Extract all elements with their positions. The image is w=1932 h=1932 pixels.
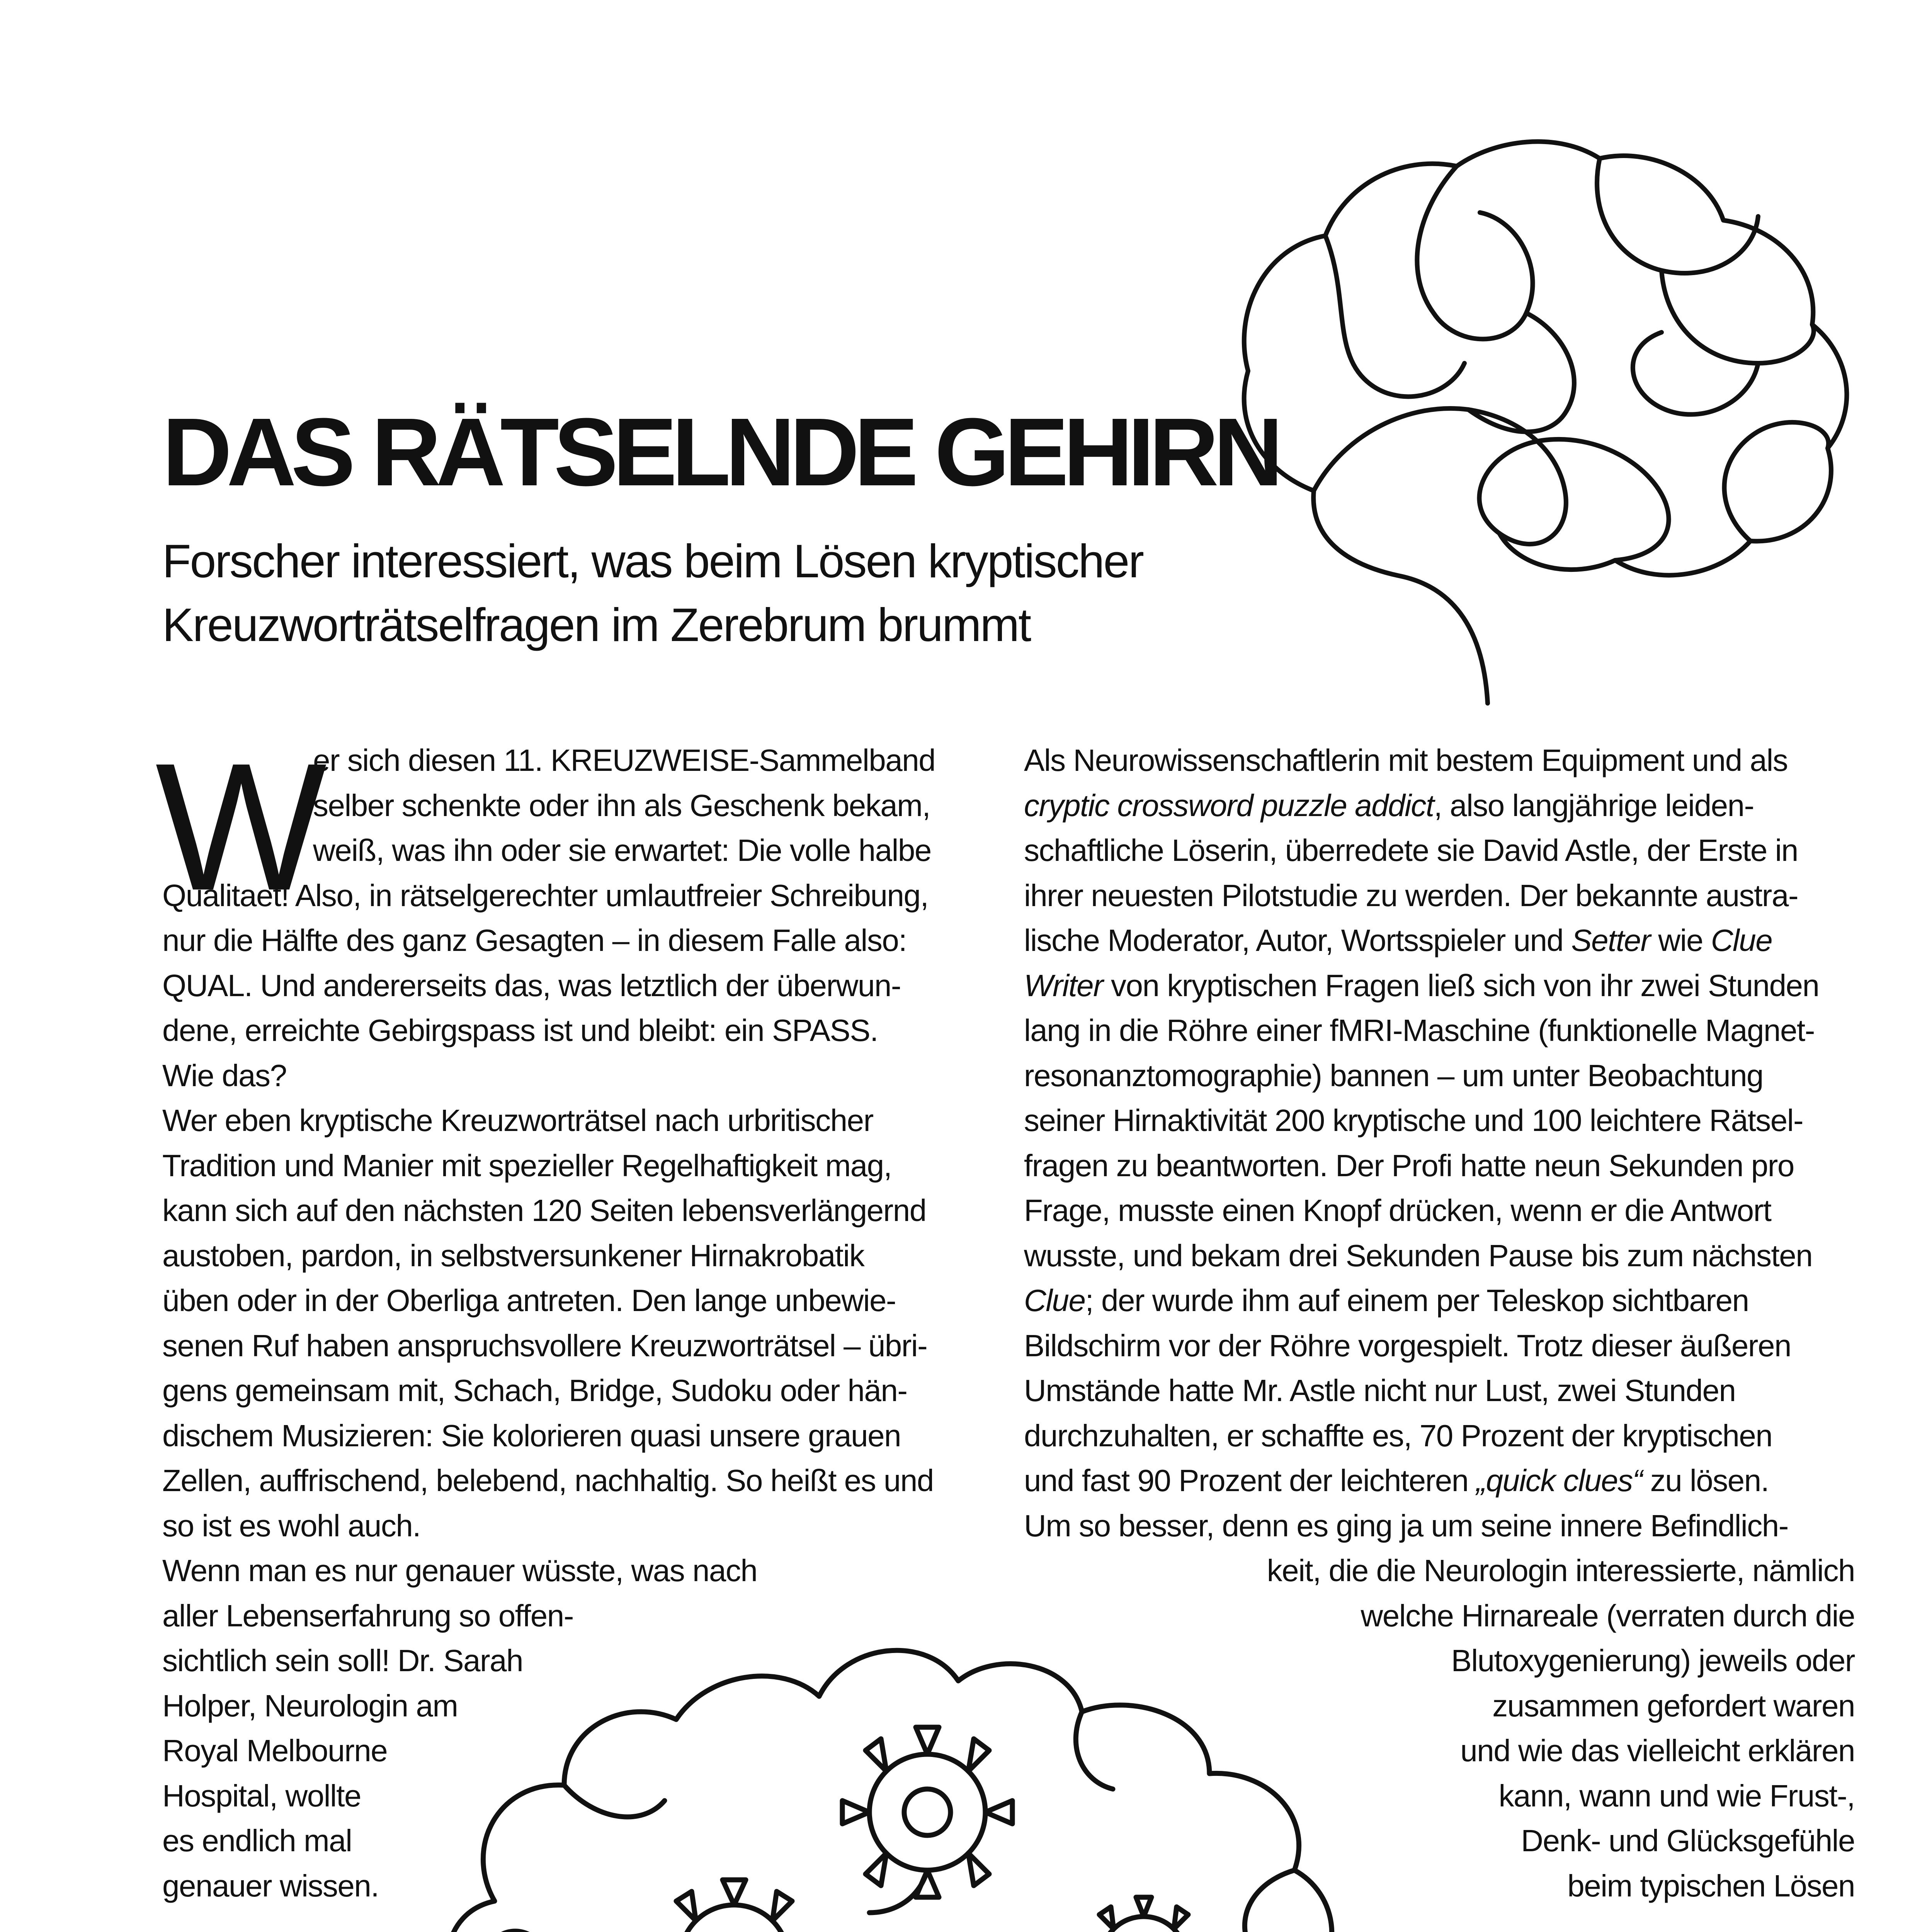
text-line: beim typischen Lösen	[1567, 1868, 1855, 1903]
text-line: Zellen, auffrischend, belebend, nachhaltig. So heißt es und	[162, 1463, 934, 1498]
text-line: Als Neurowissenschaftlerin mit bestem Equipment und als	[1024, 743, 1788, 777]
text-line: und wie das vielleicht erklären	[1460, 1733, 1855, 1768]
text-line: er sich diesen 11. KREUZWEISE-Sammelband	[313, 743, 935, 777]
italic-term: „quick clues“	[1476, 1463, 1642, 1498]
text-line: austoben, pardon, in selbstversunkener Hirnakrobatik	[162, 1238, 864, 1273]
text-line: Tradition und Manier mit spezieller Regelhaftigkeit mag,	[162, 1148, 892, 1183]
text-line: aller Lebenserfahrung so offen-	[162, 1598, 573, 1633]
page-title: DAS RÄTSELNDE GEHIRN	[162, 398, 1278, 506]
text-line: selber schenkte oder ihn als Geschenk bekam,	[313, 788, 930, 823]
text-line: schaftliche Löserin, überredete sie David Astle, der Erste in	[1024, 833, 1798, 867]
text-line: ihrer neuesten Pilotstudie zu werden. Der bekannte austra-	[1024, 878, 1798, 913]
text-line: kann, wann und wie Frust-,	[1498, 1778, 1855, 1813]
italic-term: cryptic crossword puzzle addict	[1024, 788, 1434, 823]
text-line: Qualitaet! Also, in rätselgerechter umlautfreier Schreibung,	[162, 878, 929, 913]
italic-term: Clue	[1711, 923, 1772, 957]
text-line: Um so besser, denn es ging ja um seine innere Befindlich-	[1024, 1508, 1788, 1543]
italic-term: Writer	[1024, 968, 1103, 1003]
text-line: Holper, Neurologin am	[162, 1688, 458, 1723]
text-line: sichtlich sein soll! Dr. Sarah	[162, 1643, 523, 1678]
text-line: Wie das?	[162, 1058, 287, 1093]
gear-icon	[1082, 1897, 1206, 1932]
text-line: üben oder in der Oberliga antreten. Den lange unbewie-	[162, 1283, 896, 1318]
text-line: Wenn man es nur genauer wüsste, was nach	[162, 1553, 757, 1588]
text-line: Umstände hatte Mr. Astle nicht nur Lust, zwei Stunden	[1024, 1373, 1736, 1408]
brain-tree-with-gears-icon	[348, 1565, 1584, 1932]
text-line: Wer eben kryptische Kreuzworträtsel nach urbritischer	[162, 1103, 873, 1138]
text-line: lang in die Röhre einer fMRI-Maschine (funktionelle Magnet-	[1024, 1013, 1815, 1048]
text-line: weiß, was ihn oder sie erwartet: Die volle halbe	[313, 833, 931, 867]
text-line: zusammen gefordert waren	[1492, 1688, 1855, 1723]
text-line: welche Hirnareale (verraten durch die	[1361, 1598, 1855, 1633]
drop-cap: W	[155, 725, 323, 928]
text-line: nur die Hälfte des ganz Gesagten – in diesem Falle also:	[162, 923, 907, 957]
text-line: senen Ruf haben anspruchsvollere Kreuzworträtsel – übri-	[162, 1328, 927, 1363]
text-line: resonanztomographie) bannen – um unter Beobachtung	[1024, 1058, 1764, 1093]
text-line: Clue; der wurde ihm auf einem per Teleskop sichtbaren	[1024, 1283, 1749, 1318]
text-line: Royal Melbourne	[162, 1733, 388, 1768]
text-line: durchzuhalten, er schaffte es, 70 Prozent der kryptischen	[1024, 1418, 1772, 1453]
subtitle-line: Forscher interessiert, was beim Lösen kryptischer	[162, 535, 1143, 587]
text-line: wusste, und bekam drei Sekunden Pause bis zum nächsten	[1024, 1238, 1813, 1273]
text-line: gens gemeinsam mit, Schach, Bridge, Sudoku oder hän-	[162, 1373, 907, 1408]
text-line: Denk- und Glücksgefühle	[1521, 1823, 1855, 1858]
subtitle	[162, 529, 1321, 657]
text-line: dene, erreichte Gebirgspass ist und bleibt: ein SPASS.	[162, 1013, 878, 1048]
text-line: Blutoxygenierung) jeweils oder	[1451, 1643, 1855, 1678]
text-line: genauer wissen.	[162, 1868, 379, 1903]
text-line: Writer von kryptischen Fragen ließ sich von ihr zwei Stunden	[1024, 968, 1819, 1003]
text-line: Hospital, wollte	[162, 1778, 361, 1813]
italic-term: Clue	[1024, 1283, 1085, 1318]
text-line: fragen zu beantworten. Der Profi hatte neun Sekunden pro	[1024, 1148, 1794, 1183]
text-line: cryptic crossword puzzle addict, also langjährige leiden-	[1024, 788, 1754, 823]
text-line: dischem Musizieren: Sie kolorieren quasi unsere grauen	[162, 1418, 901, 1453]
italic-term: Setter	[1571, 923, 1650, 957]
text-line: Bildschirm vor der Röhre vorgespielt. Trotz dieser äußeren	[1024, 1328, 1791, 1363]
text-line: Frage, musste einen Knopf drücken, wenn er die Antwort	[1024, 1193, 1771, 1228]
text-line: so ist es wohl auch.	[162, 1508, 421, 1543]
text-line: seiner Hirnaktivität 200 kryptische und 100 leichtere Rätsel-	[1024, 1103, 1803, 1138]
text-line: kann sich auf den nächsten 120 Seiten lebensverlängernd	[162, 1193, 926, 1228]
text-line: QUAL. Und andererseits das, was letztlich der überwun-	[162, 968, 901, 1003]
text-line: keit, die die Neurologin interessierte, nämlich	[1267, 1553, 1855, 1588]
subtitle-line: Kreuzworträtselfragen im Zerebrum brummt	[162, 599, 1031, 651]
text-line: es endlich mal	[162, 1823, 352, 1858]
gear-icon	[655, 1880, 813, 1932]
text-line: lische Moderator, Autor, Wortsspieler und Setter wie Clue	[1024, 923, 1772, 957]
text-line: und fast 90 Prozent der leichteren „quick clues“ zu lösen.	[1024, 1463, 1769, 1498]
